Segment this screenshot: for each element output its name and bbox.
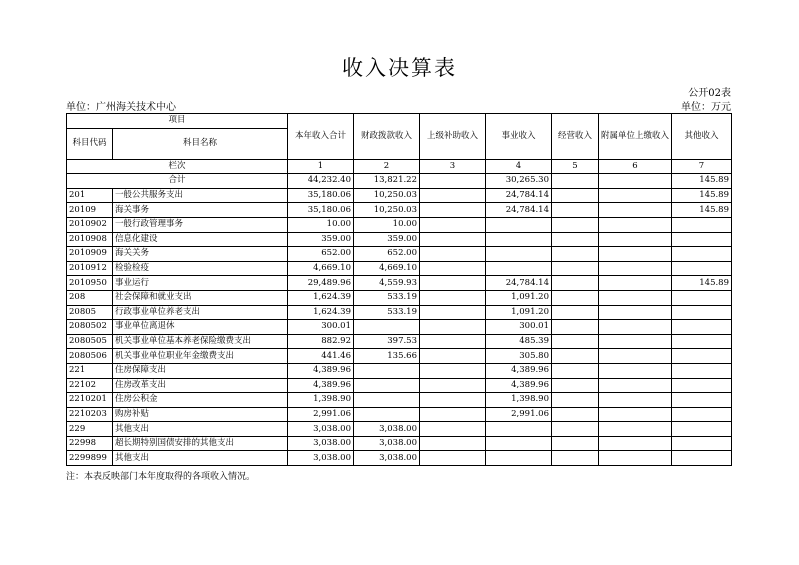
amount-cell xyxy=(552,290,599,305)
amount-cell: 4,669.10 xyxy=(288,261,354,276)
amount-cell xyxy=(420,232,486,247)
subject-name: 其他支出 xyxy=(113,422,288,437)
col-num: 3 xyxy=(420,159,486,174)
amount-cell xyxy=(486,451,552,466)
amount-cell: 485.39 xyxy=(486,334,552,349)
amount-cell: 359.00 xyxy=(354,232,420,247)
column-number-row xyxy=(67,159,732,174)
amount-cell xyxy=(420,290,486,305)
header-other: 其他收入 xyxy=(672,114,732,160)
table-row xyxy=(67,305,732,320)
amount-cell: 4,669.10 xyxy=(354,261,420,276)
subject-code: 201 xyxy=(67,188,113,203)
amount-cell xyxy=(420,436,486,451)
amount-cell: 4,559.93 xyxy=(354,276,420,291)
amount-cell: 24,784.14 xyxy=(486,203,552,218)
amount-cell xyxy=(420,188,486,203)
amount-cell: 4,389.96 xyxy=(288,363,354,378)
amount-cell xyxy=(420,217,486,232)
total-value xyxy=(420,174,486,189)
amount-cell: 3,038.00 xyxy=(288,422,354,437)
subject-code: 2010912 xyxy=(67,261,113,276)
amount-cell: 35,180.06 xyxy=(288,188,354,203)
amount-cell xyxy=(552,305,599,320)
amount-cell xyxy=(672,290,732,305)
amount-cell xyxy=(672,261,732,276)
amount-cell xyxy=(552,203,599,218)
subject-name: 其他支出 xyxy=(113,451,288,466)
amount-cell: 359.00 xyxy=(288,232,354,247)
amount-cell xyxy=(486,247,552,262)
amount-cell xyxy=(552,393,599,408)
amount-cell xyxy=(599,247,672,262)
subject-name: 信息化建设 xyxy=(113,232,288,247)
subject-name: 事业运行 xyxy=(113,276,288,291)
amount-cell xyxy=(599,276,672,291)
amount-cell: 652.00 xyxy=(288,247,354,262)
amount-cell xyxy=(599,188,672,203)
amount-cell xyxy=(354,320,420,335)
amount-cell: 10.00 xyxy=(288,217,354,232)
amount-cell xyxy=(672,407,732,422)
subject-code: 2010950 xyxy=(67,276,113,291)
amount-cell xyxy=(486,217,552,232)
subject-code: 2080502 xyxy=(67,320,113,335)
subject-name: 社会保障和就业支出 xyxy=(113,290,288,305)
amount-cell xyxy=(599,451,672,466)
amount-cell xyxy=(420,451,486,466)
table-row xyxy=(67,451,732,466)
col-num: 6 xyxy=(599,159,672,174)
total-value: 13,821.22 xyxy=(354,174,420,189)
amount-cell: 35,180.06 xyxy=(288,203,354,218)
page-title: 收入决算表 xyxy=(342,56,457,80)
table-row xyxy=(67,393,732,408)
col-num: 1 xyxy=(288,159,354,174)
amount-cell: 2,991.06 xyxy=(486,407,552,422)
subject-code: 22998 xyxy=(67,436,113,451)
amount-cell xyxy=(354,363,420,378)
amount-cell: 305.80 xyxy=(486,349,552,364)
amount-cell xyxy=(599,349,672,364)
amount-cell xyxy=(420,334,486,349)
subject-name: 住房保障支出 xyxy=(113,363,288,378)
amount-cell xyxy=(552,349,599,364)
total-value: 30,265.30 xyxy=(486,174,552,189)
amount-cell xyxy=(672,247,732,262)
amount-cell: 24,784.14 xyxy=(486,188,552,203)
header-affiliated: 附属单位上缴收入 xyxy=(599,114,672,160)
amount-cell: 4,389.96 xyxy=(288,378,354,393)
amount-cell: 397.53 xyxy=(354,334,420,349)
subject-code: 2010908 xyxy=(67,232,113,247)
amount-cell xyxy=(486,232,552,247)
table-row xyxy=(67,436,732,451)
subject-name: 一般行政管理事务 xyxy=(113,217,288,232)
amount-cell: 145.89 xyxy=(672,276,732,291)
header-upper: 上级补助收入 xyxy=(420,114,486,160)
subject-code: 2210201 xyxy=(67,393,113,408)
table-row xyxy=(67,232,732,247)
amount-cell xyxy=(552,276,599,291)
amount-cell xyxy=(599,290,672,305)
currency-unit-label: 单位：万元 xyxy=(681,102,731,113)
amount-cell: 3,038.00 xyxy=(288,451,354,466)
amount-cell xyxy=(672,349,732,364)
amount-cell: 4,389.96 xyxy=(486,378,552,393)
total-row xyxy=(67,174,732,189)
form-number: 公开02表 xyxy=(688,88,731,99)
amount-cell xyxy=(552,217,599,232)
amount-cell: 29,489.96 xyxy=(288,276,354,291)
table-row xyxy=(67,203,732,218)
amount-cell: 135.66 xyxy=(354,349,420,364)
subject-code: 229 xyxy=(67,422,113,437)
unit-label: 单位：广州海关技术中心 xyxy=(66,102,176,113)
amount-cell xyxy=(672,334,732,349)
amount-cell xyxy=(420,203,486,218)
amount-cell xyxy=(599,334,672,349)
amount-cell: 145.89 xyxy=(672,188,732,203)
amount-cell: 2,991.06 xyxy=(288,407,354,422)
amount-cell xyxy=(420,422,486,437)
amount-cell xyxy=(672,232,732,247)
table-row xyxy=(67,334,732,349)
amount-cell xyxy=(599,378,672,393)
subject-code: 2010909 xyxy=(67,247,113,262)
amount-cell xyxy=(552,436,599,451)
amount-cell xyxy=(486,261,552,276)
table-row xyxy=(67,320,732,335)
amount-cell xyxy=(552,422,599,437)
subject-name: 购房补贴 xyxy=(113,407,288,422)
amount-cell xyxy=(599,422,672,437)
subject-code: 2080506 xyxy=(67,349,113,364)
subject-name: 事业单位离退休 xyxy=(113,320,288,335)
amount-cell xyxy=(552,363,599,378)
amount-cell xyxy=(552,451,599,466)
amount-cell: 24,784.14 xyxy=(486,276,552,291)
amount-cell xyxy=(486,422,552,437)
amount-cell: 1,091.20 xyxy=(486,305,552,320)
amount-cell xyxy=(552,407,599,422)
table-row xyxy=(67,422,732,437)
amount-cell xyxy=(672,436,732,451)
subject-name: 超长期特别国债安排的其他支出 xyxy=(113,436,288,451)
amount-cell xyxy=(420,393,486,408)
amount-cell xyxy=(672,217,732,232)
header-code: 科目代码 xyxy=(67,128,113,159)
amount-cell xyxy=(672,422,732,437)
table-row xyxy=(67,349,732,364)
amount-cell: 145.89 xyxy=(672,203,732,218)
amount-cell xyxy=(420,247,486,262)
subject-code: 22102 xyxy=(67,378,113,393)
subject-code: 221 xyxy=(67,363,113,378)
amount-cell xyxy=(552,188,599,203)
amount-cell xyxy=(354,393,420,408)
col-num: 4 xyxy=(486,159,552,174)
amount-cell: 10.00 xyxy=(354,217,420,232)
income-table xyxy=(66,113,732,466)
header-business: 事业收入 xyxy=(486,114,552,160)
amount-cell xyxy=(552,247,599,262)
amount-cell: 10,250.03 xyxy=(354,203,420,218)
total-value xyxy=(552,174,599,189)
amount-cell xyxy=(552,378,599,393)
total-value: 145.89 xyxy=(672,174,732,189)
footnote: 注：本表反映部门本年度取得的各项收入情况。 xyxy=(66,472,256,482)
amount-cell xyxy=(420,305,486,320)
amount-cell xyxy=(552,320,599,335)
amount-cell xyxy=(672,451,732,466)
amount-cell xyxy=(552,261,599,276)
amount-cell: 652.00 xyxy=(354,247,420,262)
total-label: 合计 xyxy=(67,174,288,189)
col-num: 5 xyxy=(552,159,599,174)
table-row xyxy=(67,407,732,422)
amount-cell xyxy=(599,232,672,247)
amount-cell: 1,624.39 xyxy=(288,290,354,305)
table-row xyxy=(67,276,732,291)
subject-name: 机关事业单位职业年金缴费支出 xyxy=(113,349,288,364)
subject-name: 海关关务 xyxy=(113,247,288,262)
subject-name: 住房公积金 xyxy=(113,393,288,408)
amount-cell xyxy=(672,363,732,378)
amount-cell: 1,398.90 xyxy=(486,393,552,408)
amount-cell xyxy=(599,393,672,408)
header-name: 科目名称 xyxy=(113,128,288,159)
amount-cell: 441.46 xyxy=(288,349,354,364)
subject-code: 2210203 xyxy=(67,407,113,422)
amount-cell: 1,091.20 xyxy=(486,290,552,305)
amount-cell xyxy=(420,349,486,364)
table-row xyxy=(67,290,732,305)
amount-cell: 1,398.90 xyxy=(288,393,354,408)
subject-code: 2010902 xyxy=(67,217,113,232)
amount-cell: 3,038.00 xyxy=(354,422,420,437)
amount-cell xyxy=(420,407,486,422)
amount-cell: 533.19 xyxy=(354,305,420,320)
amount-cell xyxy=(599,203,672,218)
amount-cell xyxy=(672,320,732,335)
subject-name: 检验检疫 xyxy=(113,261,288,276)
amount-cell xyxy=(420,261,486,276)
amount-cell: 3,038.00 xyxy=(354,436,420,451)
amount-cell xyxy=(599,436,672,451)
amount-cell xyxy=(420,320,486,335)
subject-code: 2080505 xyxy=(67,334,113,349)
header-total: 本年收入合计 xyxy=(288,114,354,160)
col-num: 7 xyxy=(672,159,732,174)
amount-cell: 10,250.03 xyxy=(354,188,420,203)
total-value xyxy=(599,174,672,189)
amount-cell xyxy=(552,334,599,349)
amount-cell xyxy=(599,217,672,232)
table-row xyxy=(67,247,732,262)
table-row xyxy=(67,217,732,232)
amount-cell: 300.01 xyxy=(486,320,552,335)
table-row xyxy=(67,261,732,276)
subject-name: 行政事业单位养老支出 xyxy=(113,305,288,320)
amount-cell xyxy=(486,436,552,451)
subject-name: 一般公共服务支出 xyxy=(113,188,288,203)
amount-cell xyxy=(354,378,420,393)
amount-cell xyxy=(599,305,672,320)
subject-name: 机关事业单位基本养老保险缴费支出 xyxy=(113,334,288,349)
amount-cell xyxy=(420,276,486,291)
subject-code: 2299899 xyxy=(67,451,113,466)
amount-cell: 300.01 xyxy=(288,320,354,335)
amount-cell: 533.19 xyxy=(354,290,420,305)
table-row xyxy=(67,188,732,203)
amount-cell xyxy=(599,407,672,422)
row-label: 栏次 xyxy=(67,159,288,174)
amount-cell xyxy=(599,320,672,335)
header-item: 项目 xyxy=(67,114,288,129)
header-row-1 xyxy=(67,114,732,129)
amount-cell xyxy=(599,261,672,276)
total-value: 44,232.40 xyxy=(288,174,354,189)
header-fiscal: 财政拨款收入 xyxy=(354,114,420,160)
col-num: 2 xyxy=(354,159,420,174)
amount-cell xyxy=(672,305,732,320)
subject-code: 208 xyxy=(67,290,113,305)
amount-cell: 882.92 xyxy=(288,334,354,349)
amount-cell xyxy=(354,407,420,422)
amount-cell: 3,038.00 xyxy=(288,436,354,451)
header-operating: 经营收入 xyxy=(552,114,599,160)
amount-cell xyxy=(420,363,486,378)
amount-cell: 3,038.00 xyxy=(354,451,420,466)
subject-name: 住房改革支出 xyxy=(113,378,288,393)
subject-name: 海关事务 xyxy=(113,203,288,218)
subject-code: 20805 xyxy=(67,305,113,320)
amount-cell xyxy=(672,393,732,408)
amount-cell: 1,624.39 xyxy=(288,305,354,320)
table-row xyxy=(67,363,732,378)
subject-code: 20109 xyxy=(67,203,113,218)
amount-cell xyxy=(672,378,732,393)
amount-cell xyxy=(599,363,672,378)
table-row xyxy=(67,378,732,393)
amount-cell xyxy=(420,378,486,393)
amount-cell xyxy=(552,232,599,247)
amount-cell: 4,389.96 xyxy=(486,363,552,378)
